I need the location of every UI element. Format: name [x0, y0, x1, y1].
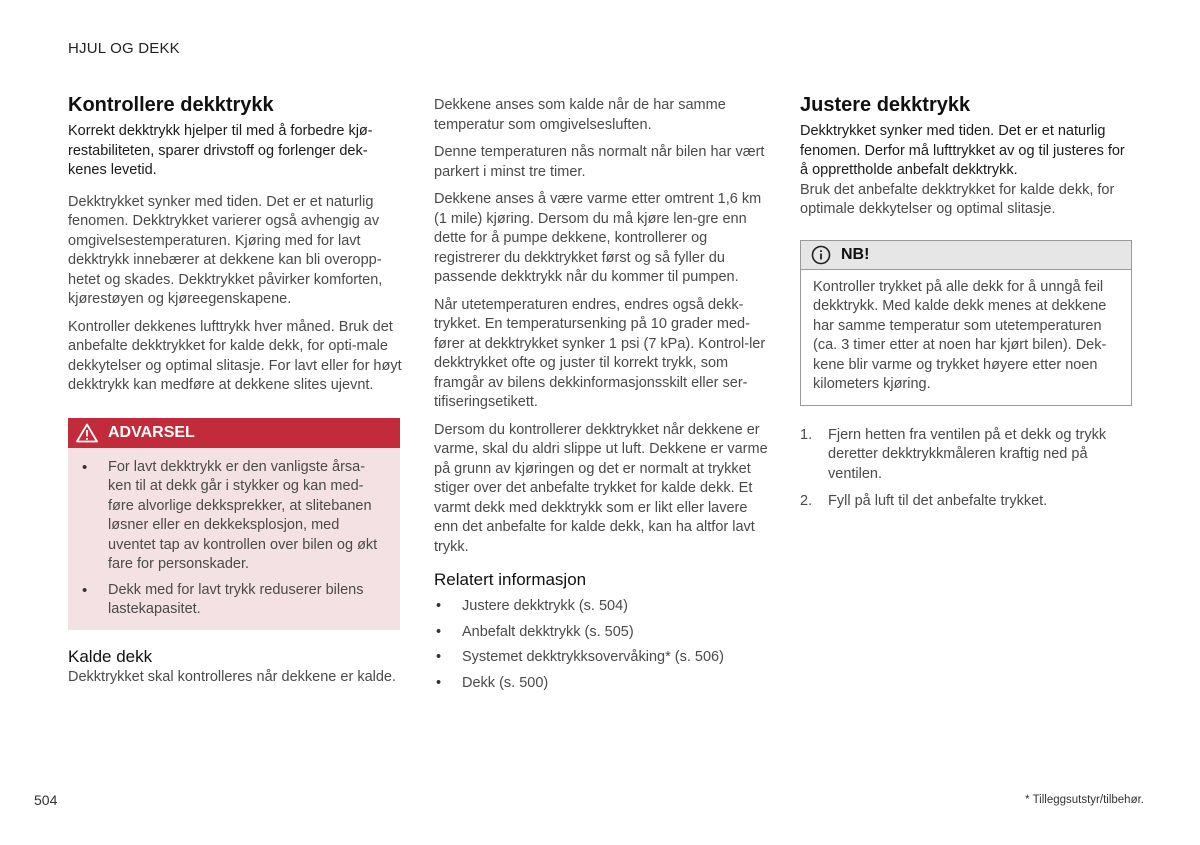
step-item: [800, 492, 1134, 512]
heading-justere-dekktrykk: Justere dekktrykk: [800, 94, 971, 116]
section-header: HJUL OG DEKK: [68, 40, 180, 57]
related-link[interactable]: • Anbefalt dekktrykk (s. 505): [434, 623, 768, 643]
note-title: NB!: [841, 245, 870, 263]
related-link[interactable]: • Justere dekktrykk (s. 504): [434, 597, 768, 617]
warning-triangle-icon: [76, 423, 98, 443]
note-box: [800, 240, 1132, 406]
intro-paragraph: Korrekt dekktrykk hjelper til med å forbedre kjø-restabiliteten, sparer drivstoff og forlenger dek-kenes levetid.: [68, 123, 373, 178]
note-header: [801, 241, 1131, 270]
step-text: Fjern hetten fra ventilen på et dekk og trykk deretter dekktrykkmåleren kraftig ned på ventilen.: [828, 426, 1107, 482]
paragraph: Bruk det anbefalte dekktrykket for kalde dekk, for optimale dekkytelser og optimal slitasje.: [800, 181, 1115, 217]
paragraph: Dersom du kontrollerer dekktrykket når dekkene er varme, skal du aldri slippe ut luft. Dekkene er varme på grunn av kjøringen og det er normalt at trykket stiger over det anbefalte trykket for kalde dekk. Et varmt dekk med dekktrykk som er likt eller lavere enn det anbefalte for kalde dekk, kan ha altfor lavt trykk.: [434, 421, 768, 555]
paragraph: Dekktrykket skal kontrolleres når dekkene er kalde.: [68, 668, 397, 685]
warning-box: [68, 418, 400, 630]
related-link[interactable]: • Systemet dekktrykksovervåking* (s. 506): [434, 648, 768, 668]
paragraph: Dekkene anses som kalde når de har samme temperatur som omgivelsesluften.: [434, 97, 726, 133]
page-number: 504: [34, 792, 58, 808]
related-links-list: [434, 597, 768, 693]
paragraph: Kontroller dekkenes lufttrykk hver måned. Bruk det anbefalte dekktrykket for kalde dekk, for opti-male dekkytelser og optimal slitasje. For lavt eller for høyt dekktrykk kan medføre at dekkene slites ujevnt.: [68, 318, 402, 393]
paragraph: Dekktrykket synker med tiden. Det er et naturlig fenomen. Dekktrykket varierer også avhengig av omgivelsestemperaturen. Kjøring med for lavt dekktrykk innebærer at dekkene kan bli overopp-hetet og skades. Dekktrykket påvirker komforten, kjørestøyen og kjøreegenskapene.: [68, 193, 383, 307]
paragraph: Dekkene anses å være varme etter omtrent 1,6 km (1 mile) kjøring. Dersom du må kjøre len-gre enn dette for å pumpe dekkene, kontrollerer og registrerer du dekktrykket først og så fyller du passende dekktrykk når du kommer til pumpen.: [434, 191, 762, 285]
warning-item: • Dekk med for lavt trykk reduserer bilens lastekapasitet.: [68, 581, 386, 620]
footnote: * Tilleggsutstyr/tilbehør.: [1025, 794, 1144, 806]
step-number: 2.: [800, 493, 813, 509]
warning-header: [68, 418, 400, 448]
info-icon: [811, 245, 831, 265]
warning-list: [68, 448, 400, 630]
heading-kontrollere-dekktrykk: Kontrollere dekktrykk: [68, 94, 274, 116]
column-right: [800, 92, 1134, 512]
heading-relatert-informasjon: Relatert informasjon: [434, 570, 587, 589]
heading-kalde-dekk: Kalde dekk: [68, 646, 153, 666]
step-text: Fyll på luft til det anbefalte trykket.: [828, 493, 1048, 509]
step-item: [800, 426, 1134, 485]
paragraph: Når utetemperaturen endres, endres også dekk-trykket. En temperatursenking på 10 grader med-fører at dekktrykket synker 1 psi (7 kPa). Kontrol-ler dekktrykket ofte og juster til korrekt trykk, som framgår av bilens dekkinformasjonsskilt eller ser-tifiseringsetikett.: [434, 296, 766, 410]
note-text: Kontroller trykket på alle dekk for å unngå feil dekktrykk. Med kalde dekk menes at dekkene har samme temperatur som utetemperaturen (ca. 3 timer etter at noen har kjørt bilen). Dek-kene blir varme og trykket høyere etter noen kilometers kjøring.: [813, 278, 1107, 392]
warning-item: • For lavt dekktrykk er den vanligste årsa-ken til at dekk går i stykker og kan med-føre alvorlige dekksprekker, at slitebanen løsner eller en dekkeksplosjon, med uventet tap av kontrollen over bilen og økt fare for personskader.: [68, 458, 386, 575]
column-middle: [434, 96, 768, 693]
step-number: 1.: [800, 426, 813, 443]
related-link[interactable]: • Dekk (s. 500): [434, 674, 768, 694]
intro-paragraph: Dekktrykket synker med tiden. Det er et naturlig fenomen. Derfor må lufttrykket av og til justeres for å opprettholde anbefalt dekktrykk.: [800, 123, 1125, 178]
paragraph: Denne temperaturen nås normalt når bilen har vært parkert i minst tre timer.: [434, 144, 765, 180]
warning-title: ADVARSEL: [108, 423, 195, 441]
column-left: [68, 92, 402, 687]
steps-list: [800, 426, 1134, 512]
